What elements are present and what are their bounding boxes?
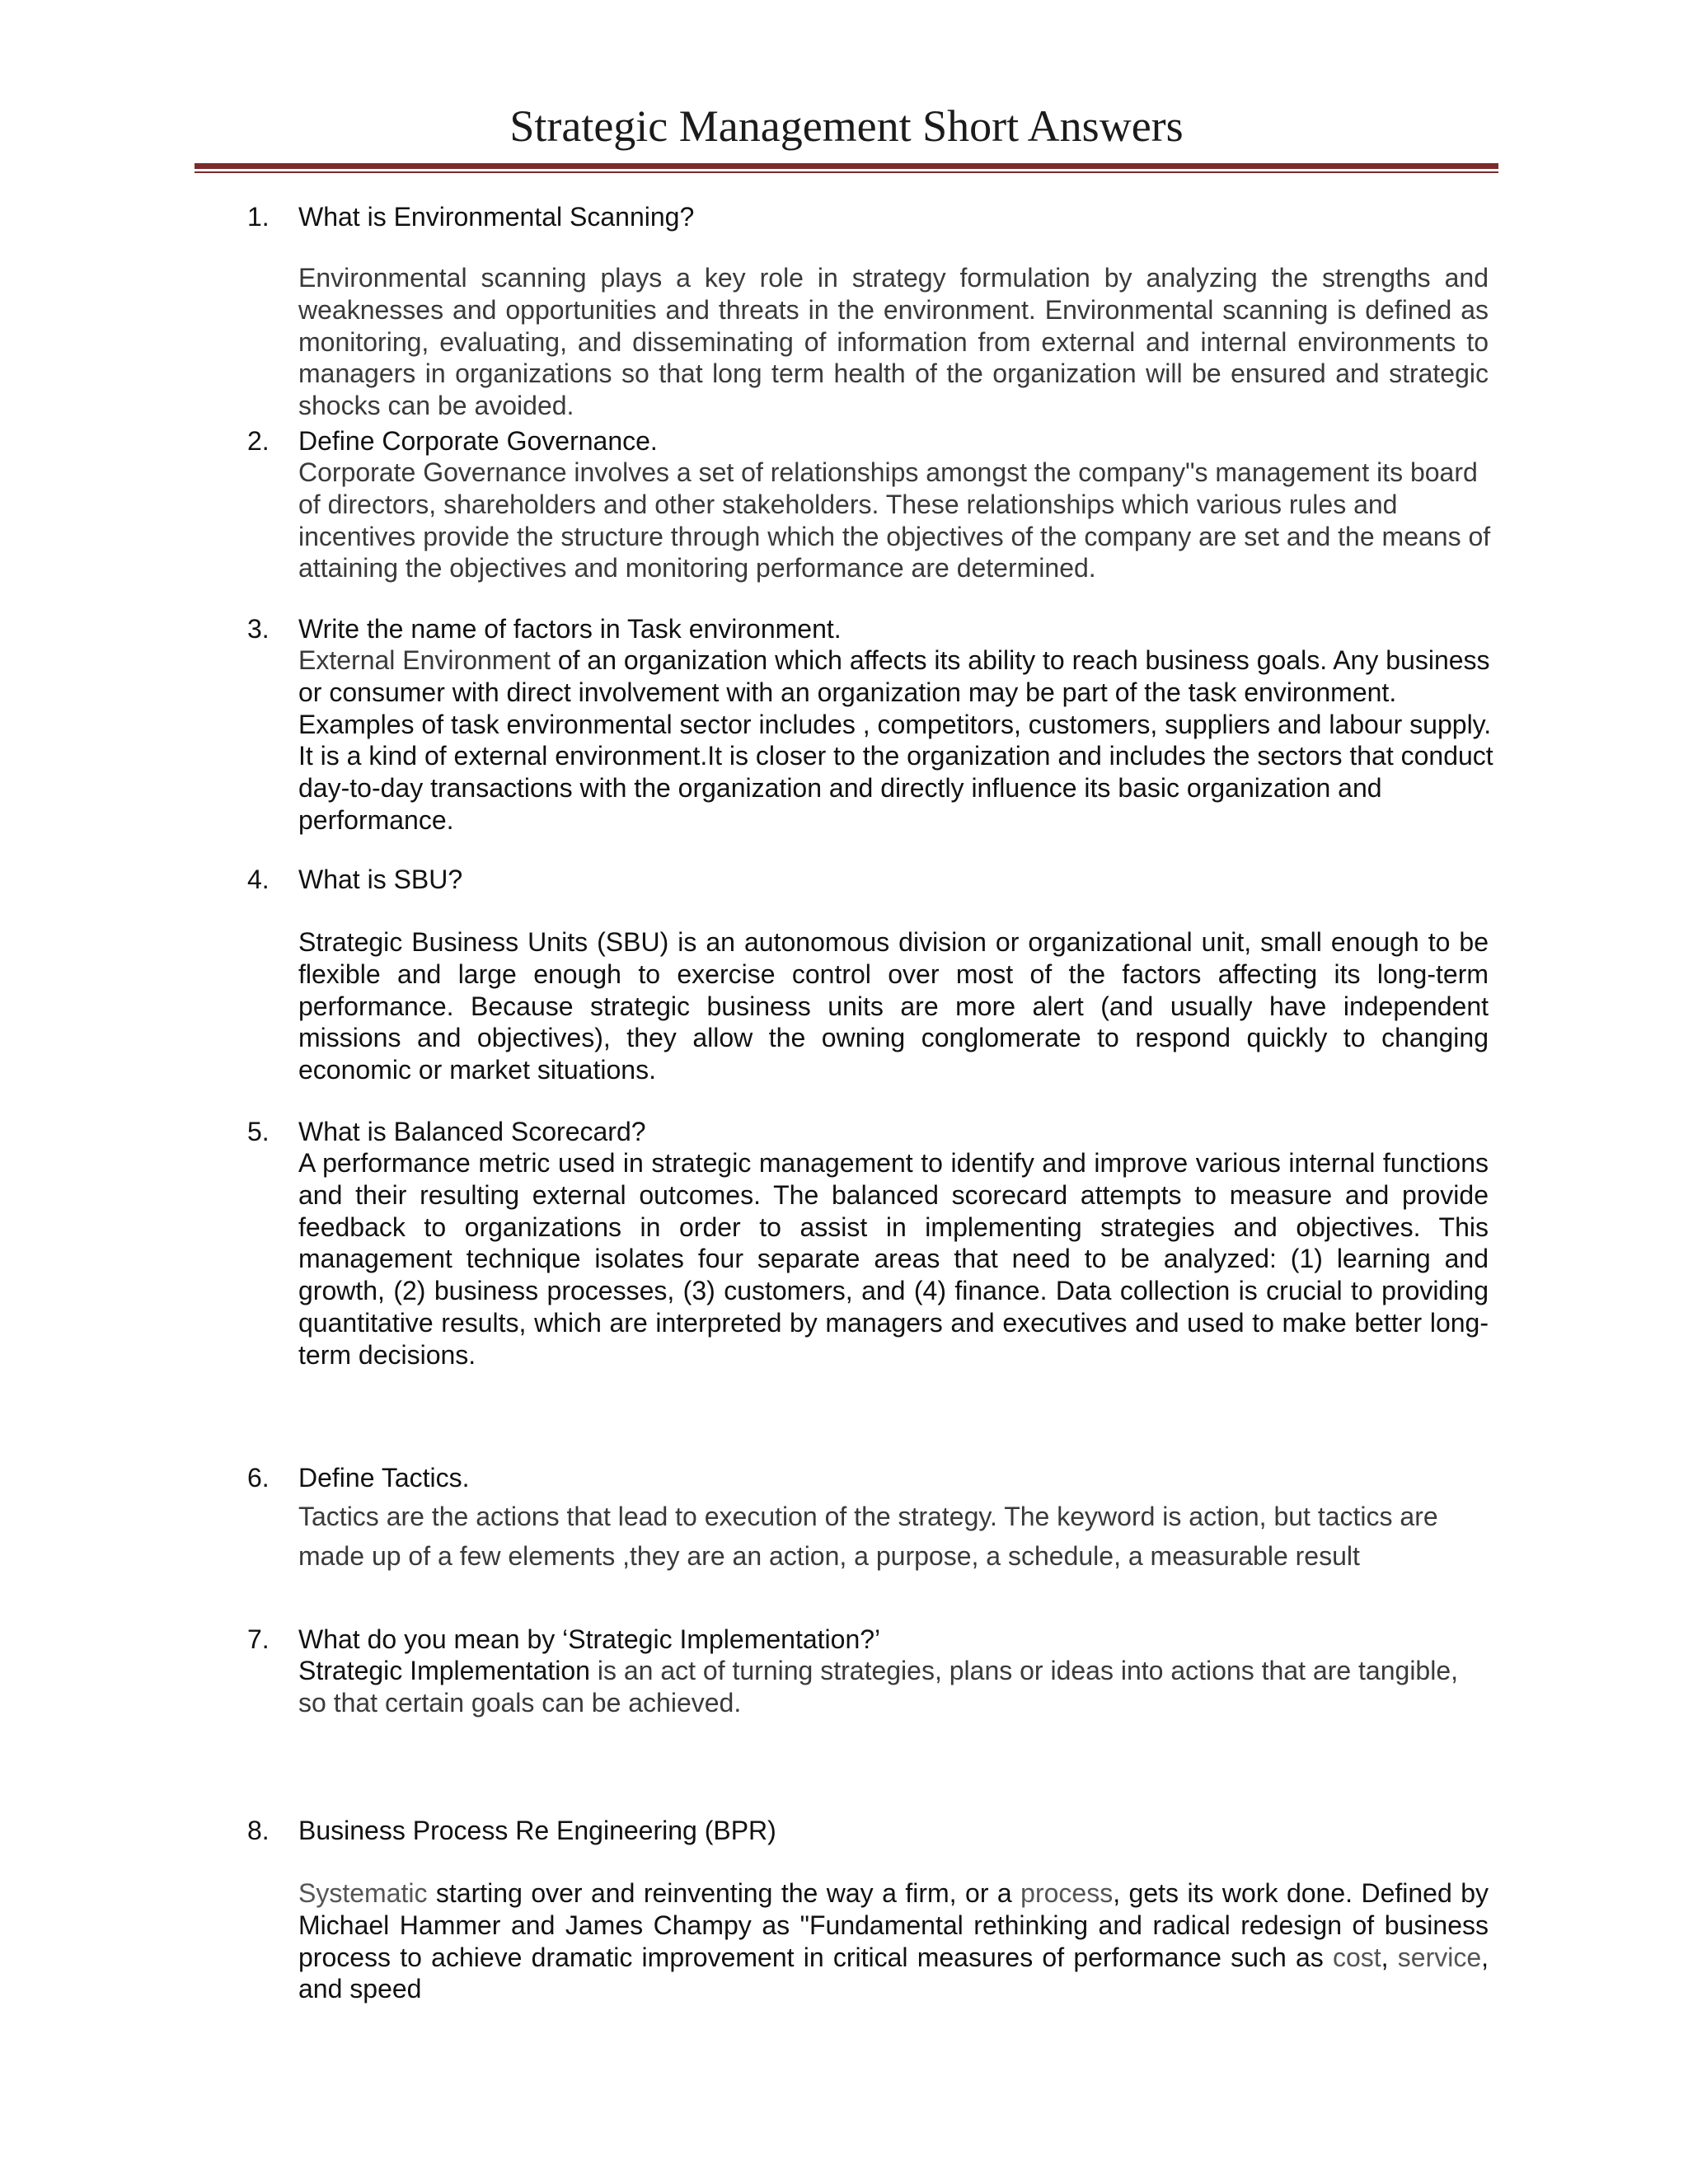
- question-text: Define Corporate Governance.: [298, 426, 658, 456]
- question-text: What is SBU?: [298, 865, 463, 894]
- answer-text: [298, 1877, 1489, 2005]
- question-text: What is Balanced Scorecard?: [298, 1117, 646, 1146]
- question-number: 3.: [247, 614, 270, 644]
- question-number: 2.: [247, 426, 270, 456]
- question-text: What do you mean by ‘Strategic Implementation?’: [298, 1624, 881, 1654]
- page-title: Strategic Management Short Answers: [509, 101, 1184, 151]
- answer-text: Environmental scanning plays a key role in strategy formulation by analyzing the strengths and weaknesses and opportunities and threats in the environment. Environmental scanning is defined as monitoring, evaluating, and disseminating of information from external and internal environments to managers in organizations so that long term health of the organization will be ensured and strategic shocks can be avoided.: [298, 263, 1489, 421]
- answer-lead: Strategic Implementation: [298, 1656, 590, 1685]
- question-number: 8.: [247, 1816, 270, 1845]
- answer-body: ,: [1381, 1942, 1398, 1972]
- question-number: 1.: [247, 202, 270, 232]
- answer-term: service: [1397, 1942, 1482, 1972]
- question-text: Define Tactics.: [298, 1463, 470, 1493]
- answer-term: process: [1020, 1878, 1114, 1908]
- answer-term: Systematic: [298, 1878, 428, 1908]
- question-number: 6.: [247, 1463, 270, 1493]
- answer-term: cost: [1332, 1942, 1381, 1972]
- answer-body: of an organization which affects its ability to reach business goals. Any business or consumer with direct involvement with an organization may be part of the task environment. Examples of task environmental sector includes , competitors, customers, suppliers and labour supply. It is a kind of external environment.It is closer to the organization and includes the sectors that conduct day-to-day transactions with the organization and directly influence its basic organization and performance.: [298, 645, 1493, 835]
- question-text: Write the name of factors in Task environment.: [298, 614, 842, 644]
- answer-lead: External Environment: [298, 645, 551, 675]
- answer-text: Corporate Governance involves a set of relationships amongst the company"s management its board of directors, shareholders and other stakeholders. These relationships which various rules and incentives provide the structure through which the objectives of the company are set and the means of attaining the objectives and monitoring performance are determined.: [298, 457, 1491, 583]
- answer-text: Strategic Business Units (SBU) is an autonomous division or organizational unit, small enough to be flexible and large enough to exercise control over most of the factors affecting its long-term performance. Because strategic business units are more alert (and usually have independent missions and objectives), they allow the owning conglomerate to respond quickly to changing economic or market situations.: [298, 927, 1489, 1085]
- answer-body: starting over and reinventing the way a firm, or a: [427, 1878, 1021, 1908]
- answer-body: , gets its work done. Defined by Michael Hammer and James Champy as "Fundamental rethinking and radical redesign of business process to achieve dramatic improvement in critical measures of performance such as: [298, 1878, 1489, 1972]
- answer-text: [298, 644, 1502, 837]
- answer-text: A performance metric used in strategic management to identify and improve various internal functions and their resulting external outcomes. The balanced scorecard attempts to measure and provide feedback to organizations in order to assist in implementing strategies and objectives. This management technique isolates four separate areas that need to be analyzed: (1) learning and growth, (2) business processes, (3) customers, and (4) finance. Data collection is crucial to providing quantitative results, which are interpreted by managers and executives and used to make better long-term decisions.: [298, 1148, 1489, 1370]
- question-number: 7.: [247, 1624, 270, 1654]
- answer-body: is an act of turning strategies, plans or ideas into actions that are tangible, so that certain goals can be achieved.: [298, 1656, 1459, 1718]
- question-text: Business Process Re Engineering (BPR): [298, 1816, 776, 1845]
- question-text: What is Environmental Scanning?: [298, 202, 695, 232]
- title-rule: [195, 163, 1498, 169]
- answer-text: [298, 1655, 1469, 1719]
- question-number: 4.: [247, 865, 270, 894]
- question-number: 5.: [247, 1117, 270, 1146]
- answer-body: , and speed: [298, 1942, 1489, 2004]
- answer-text: Tactics are the actions that lead to execution of the strategy. The keyword is action, but tactics are made up of a few elements ,they are an action, a purpose, a schedule, a measurable result: [298, 1502, 1438, 1571]
